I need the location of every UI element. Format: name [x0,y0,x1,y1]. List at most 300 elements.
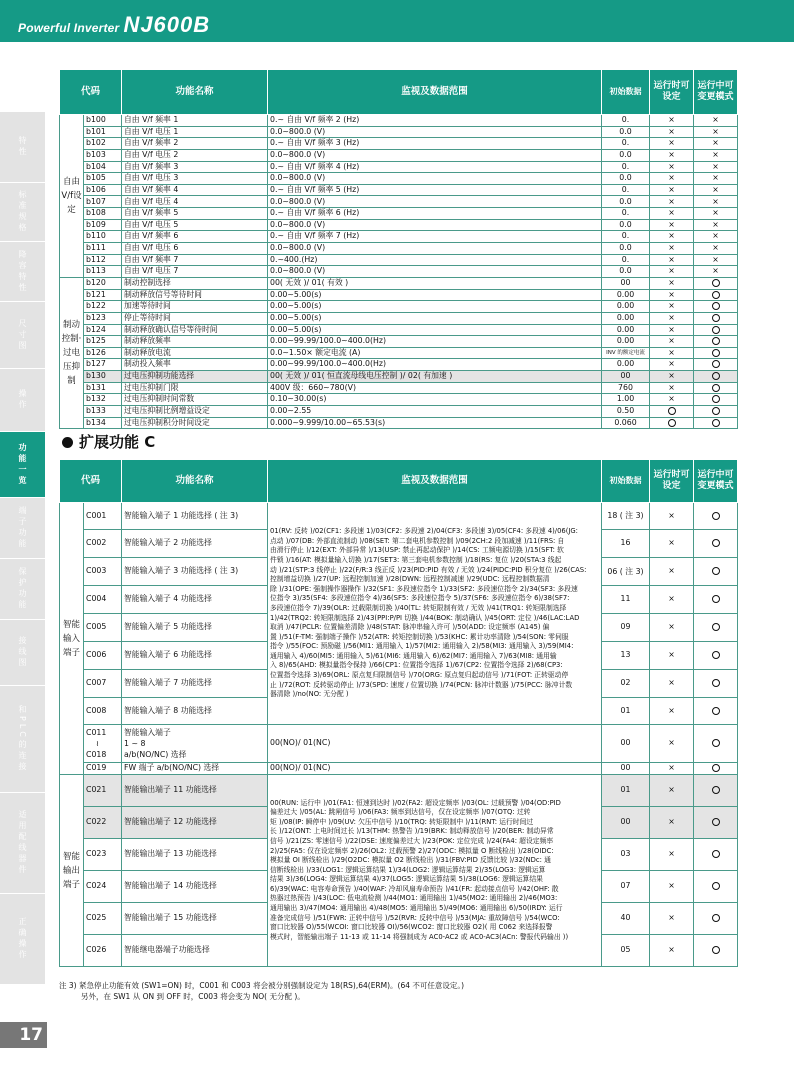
param-runset [650,406,694,418]
param-runchg: × [694,254,738,266]
table-row [60,219,738,231]
param-runchg [694,642,738,670]
param-code: b107 [84,196,122,208]
desc-line: 长 )/12(ONT: 上电时间过长 )/13(THM: 热警告 )/19(BRK: 制动释放信号 )/20(BER: 制动异常 [270,827,554,836]
param-code: b120 [84,277,122,289]
param-runchg: × [694,266,738,278]
table-row [60,359,738,371]
param-init: INV 的额定电流 [602,347,650,359]
col-name: 功能名称 [122,460,268,503]
circle-mark-icon [712,679,720,687]
param-init: 00 [602,277,650,289]
param-name: 制动控制选择 [122,277,268,289]
param-runchg: × [694,219,738,231]
circle-mark-icon [712,419,720,427]
param-name: 自由 V/f 频率 2 [122,138,268,150]
param-runchg: × [694,115,738,127]
param-runset: × [650,115,694,127]
function-table-c [59,459,738,967]
param-runset: × [650,161,694,173]
footnote [59,980,749,1002]
col-runchg: 运行中可变更模式 [694,460,738,503]
param-code: b127 [84,359,122,371]
param-init: 00 [602,725,650,763]
param-runset: × [650,289,694,301]
circle-mark-icon [712,395,720,403]
param-runset: × [650,243,694,255]
desc-line: 器清除 )/no(NO: 无分配 ) [270,690,349,699]
table-row [60,138,738,150]
param-runset: × [650,935,694,967]
desc-line: 位置指令选择 3)/69(ORL: 原点复归限制信号 )/70(ORG: 原点复归起动信号 )/71(FOT: 正转驱动停 [270,671,569,680]
desc-line: 结果 3)/36(LOG4: 逻辑运算结果 4)/37(LOG5: 逻辑运算结果 5)/38(LOG6: 逻辑运算结果 [270,875,543,884]
desc-line: 动 )/21(STP:3 线停止 )/22(F/R:3 线正反 )/23(PID:PID 有效 / 无效 )/24(PIDC:PID 积分复位 )/26(CAS: [270,565,587,574]
circle-mark-icon [712,764,720,772]
col-code: 代码 [60,460,122,503]
param-range: 0.0~800.0 (V) [268,196,602,208]
param-init: 0. [602,254,650,266]
param-name: 智能输入端子 2 功能选择 [122,530,268,558]
param-code: b125 [84,336,122,348]
desc-line: 取消 )/47(PCLR: 位置偏差清除 )/48(STAT: 脉冲串输入许可 )/50(ADD: 设定频率 (A145) 偏 [270,623,550,632]
desc-line: 6)/39(WAC: 电容寿命预告 )/40(WAF: 冷却风扇寿命预告 )/41(FR: 起动接点信号 )/42(OHF: 散 [270,884,559,893]
param-runset: × [650,586,694,614]
param-range: 0.0~800.0 (V) [268,126,602,138]
param-range-desc [268,503,602,725]
param-init: 03 [602,839,650,871]
param-runset: × [650,903,694,935]
param-runchg [694,277,738,289]
table-row [60,763,738,775]
param-range: 0.00~5.00(s) [268,301,602,313]
param-runset: × [650,219,694,231]
param-runset: × [650,670,694,698]
param-runchg: × [694,184,738,196]
param-name-line: a/b(NO/NC) 选择 [124,750,187,759]
param-range: 0.00~99.99/100.0~400.0(Hz) [268,359,602,371]
table-row [60,417,738,429]
param-init: 0. [602,184,650,196]
circle-mark-icon [712,739,720,747]
desc-line: 00(RUN: 运行中 )/01(FA1: 恒速到达时 )/02(FA2: 超设定频率 )/03(OL: 过载预警 )/04(OD:PID [270,798,561,807]
desc-line: 位指令 3)/35(SF4: 多段速位指令 4)/36(SF5: 多段速位指令 5)/37(SF6: 多段速位指令 6)/38(SF7: [270,594,570,603]
desc-line: 除 )/31(OPE: 强制操作器操作 )/32(SF1: 多段速位指令 1)/33(SF2: 多段速位指令 2)/34(SF3: 多段速 [270,584,578,593]
param-runchg: × [694,149,738,161]
param-name: 加速等待时间 [122,301,268,313]
param-runchg [694,406,738,418]
param-name: 自由 V/f 电压 4 [122,196,268,208]
param-runchg [694,347,738,359]
param-init: 0.0 [602,196,650,208]
table-row [60,254,738,266]
desc-line: 窗口比较器 O)/55(WCOI: 窗口比较器 OI)/56(WCO2: 窗口比较器 O2)( 用 C062 来选择报警 [270,923,553,932]
col-name: 功能名称 [122,70,268,115]
param-name: 智能输入端子 7 功能选择 [122,670,268,698]
param-runchg [694,871,738,903]
param-init: 0.00 [602,289,650,301]
param-runchg [694,394,738,406]
param-init: 0. [602,138,650,150]
param-runchg [694,371,738,383]
circle-mark-icon [712,337,720,345]
sidebar-item-operation[interactable]: 操作 [0,369,45,431]
param-name: 自由 V/f 频率 4 [122,184,268,196]
table-row [60,312,738,324]
table-row [60,266,738,278]
sidebar-item-derating[interactable]: 降容特性 [0,242,45,301]
table-row [60,126,738,138]
param-init: 0.0 [602,126,650,138]
param-runset: × [650,382,694,394]
col-runchg: 运行中可变更模式 [694,70,738,115]
param-name: 制动释放电流 [122,347,268,359]
param-init: 0.00 [602,336,650,348]
param-code: C002 [84,530,122,558]
param-name-line: 智能输入端子 [124,728,171,737]
table-row [60,371,738,383]
param-code-bottom: C018 [86,750,107,759]
param-code: b126 [84,347,122,359]
param-range: 0.~ 自由 V/f 频率 4 (Hz) [268,161,602,173]
sidebar-item-protection[interactable]: 保护功能 [0,559,45,619]
desc-line: 热器过热预告 )/43(LOC: 低电流检测 )/44(MO1: 通用输出 1)/45(MO2: 通用输出 2)/46(MO3: [270,894,558,903]
param-runchg [694,670,738,698]
desc-line: 01(RV: 反转 )/02(CF1: 多段速 1)/03(CF2: 多段速 2)/04(CF3: 多段速 3)/05(CF4: 多段速 4)/06(JG: [270,527,578,536]
param-runset: × [650,642,694,670]
param-code: C021 [84,775,122,807]
param-runset: × [650,138,694,150]
param-name: 过电压抑制比例增益设定 [122,406,268,418]
sidebar-item-specs[interactable]: 标准规格 [0,183,45,241]
range-tilde-icon: ≀ [96,739,99,748]
table-row [60,115,738,127]
table-row [60,336,738,348]
param-range: 0.00~5.00(s) [268,289,602,301]
circle-mark-icon [712,302,720,310]
param-init: 0. [602,208,650,220]
param-code: b130 [84,371,122,383]
sidebar-item-dimensions[interactable]: 尺寸图 [0,302,45,368]
param-runchg [694,530,738,558]
param-runchg [694,935,738,967]
param-name [122,725,268,763]
circle-mark-icon [712,786,720,794]
param-runchg: × [694,138,738,150]
page-number: 17 [0,1022,47,1048]
param-range: 400V 级：660~780(V) [268,382,602,394]
circle-mark-icon [712,314,720,322]
circle-mark-icon [712,882,720,890]
bullet-icon [62,437,73,448]
col-runset: 运行时可设定 [650,70,694,115]
param-range: 0.0~800.0 (V) [268,173,602,185]
param-name: 过电压抑制门限 [122,382,268,394]
param-range: 0.0~1.50× 额定电流 (A) [268,347,602,359]
param-name: 智能输入端子 8 功能选择 [122,698,268,725]
param-init: 01 [602,775,650,807]
param-runset: × [650,184,694,196]
param-runset: × [650,698,694,725]
desc-line: 指令 )/55(FOC: 预励磁 )/56(MI1: 通用输入 1)/57(MI2: 通用输入 2)/58(MI3: 通用输入 3)/59(MI4: [270,642,574,651]
table-row [60,301,738,313]
param-runset: × [650,371,694,383]
param-range: 0.0~800.0 (V) [268,243,602,255]
param-code: b123 [84,312,122,324]
param-name: 自由 V/f 频率 3 [122,161,268,173]
desc-line: 点动 )/07(DB: 外部直流制动 )/08(SET: 第二套电机参数控制 )/09(2CH:2 段加减速 )/11(FRS: 自 [270,536,565,545]
param-init: 00 [602,807,650,839]
section-title [62,431,155,452]
param-range: 0.~ 自由 V/f 频率 3 (Hz) [268,138,602,150]
param-range: 0.00~99.99/100.0~400.0(Hz) [268,336,602,348]
param-name: 自由 V/f 电压 7 [122,266,268,278]
section-title-text: 扩展功能 C [79,433,156,451]
desc-line: 矩 )/08(IP: 瞬停中 )/09(UV: 欠压中信号 )/10(TRQ: 转矩限制中 )/11(RNT: 运行时间过 [270,817,534,826]
param-runset: × [650,336,694,348]
param-init: 06 ( 注 3) [602,558,650,586]
circle-mark-icon [712,567,720,575]
param-name-line: 1 ~ 8 [124,739,146,748]
param-runchg [694,763,738,775]
param-name: 过电压抑制时间常数 [122,394,268,406]
param-runset: × [650,530,694,558]
circle-mark-icon [712,279,720,287]
param-name: 智能输出端子 14 功能选择 [122,871,268,903]
param-runset: × [650,503,694,530]
param-name: 智能输出端子 15 功能选择 [122,903,268,935]
param-range: 0.00~2.55 [268,406,602,418]
param-range: 0.0~800.0 (V) [268,219,602,231]
param-name: 过电压抑制功能选择 [122,371,268,383]
param-runset: × [650,558,694,586]
table-row [60,382,738,394]
param-runchg [694,301,738,313]
param-init: 0. [602,115,650,127]
desc-line: 通用输出 3)/47(MO4: 通用输出 4)/48(MO5: 通用输出 5)/49(MO6: 通用输出 6)/50(IRDY: 运行 [270,904,563,913]
table-row [60,231,738,243]
param-init: 01 [602,698,650,725]
param-code: b113 [84,266,122,278]
param-runset: × [650,254,694,266]
sidebar-item-terminal-functions[interactable]: 端子功能 [0,498,45,558]
param-name: 过电压抑制积分时间设定 [122,417,268,429]
param-name: 智能输出端子 13 功能选择 [122,839,268,871]
param-range: 0.00~5.00(s) [268,324,602,336]
param-range: 00( 无效 )/ 01( 有效 ) [268,277,602,289]
footnote-line-2: 另外，在 SW1 从 ON 到 OFF 时，C003 将会变为 NO( 无分配 )。 [81,992,305,1001]
footnote-line-1: 注 3) 紧急停止功能有效 (SW1=ON) 时，C001 和 C003 将会被分别强制设定为 18(RS),64(ERM)。(64 不可任意设定。) [59,981,465,990]
param-runchg [694,698,738,725]
param-runset: × [650,324,694,336]
desc-line: 模式时，智能输出端子 11-13 或 11-14 将强制成为 AC0-AC2 或 AC0-AC3(ACn: 警报代码输出 )) [270,932,569,941]
param-range: 0.00~5.00(s) [268,312,602,324]
param-init: 00 [602,763,650,775]
circle-mark-icon [712,384,720,392]
param-runchg [694,558,738,586]
param-name: 自由 V/f 电压 6 [122,243,268,255]
param-range: 00(NO)/ 01(NC) [268,763,602,775]
param-runset: × [650,196,694,208]
param-range: 0.~ 自由 V/f 频率 5 (Hz) [268,184,602,196]
desc-line: 模拟量 OI 断线检出 )/29(O2DC: 模拟量 O2 断线检出 )/31(FBV:PID 反馈比较 )/32(NDc: 通 [270,856,551,865]
circle-mark-icon [668,407,676,415]
param-runchg [694,775,738,807]
row-group-label: 自由V/f设定 [60,115,84,278]
table-row [60,196,738,208]
param-code: C024 [84,871,122,903]
param-code: b101 [84,126,122,138]
desc-line: 信断线检出 )/33(LOG1: 逻辑运算结果 1)/34(LOG2: 逻辑运算结果 2)/35(LOG3: 逻辑运算 [270,865,546,874]
param-runchg: × [694,243,738,255]
param-name: 智能输入端子 5 功能选择 [122,614,268,642]
param-init: 00 [602,371,650,383]
param-runchg [694,336,738,348]
brand-logo [18,12,210,38]
sidebar-item-function-list[interactable]: 功能一览 [0,432,45,497]
circle-mark-icon [712,850,720,858]
param-name: 自由 V/f 电压 1 [122,126,268,138]
circle-mark-icon [712,512,720,520]
col-code: 代码 [60,70,122,115]
param-init: 13 [602,642,650,670]
param-runchg: × [694,126,738,138]
desc-line: 2)/25(FA5: 仅在设定频率 2)/26(OL2: 过载预警 2)/27(ODC: 模拟量 O 断线检出 )/28(OIDC: [270,846,554,855]
param-init: 0.060 [602,417,650,429]
param-runset: × [650,277,694,289]
param-code: C026 [84,935,122,967]
table-row [60,775,738,807]
param-code: C007 [84,670,122,698]
param-code: C001 [84,503,122,530]
col-init: 初始数据 [602,70,650,115]
param-name: 智能输入端子 1 功能选择 ( 注 3) [122,503,268,530]
param-code: b109 [84,219,122,231]
table-row [60,406,738,418]
param-runchg: × [694,173,738,185]
row-group-label: 智能输入端子 [60,503,84,775]
param-range: 0.0~800.0 (V) [268,266,602,278]
param-init: 0.0 [602,173,650,185]
param-runset: × [650,725,694,763]
sidebar-item-devices[interactable]: 适用配线器件 [0,793,45,893]
param-code: b108 [84,208,122,220]
circle-mark-icon [712,360,720,368]
table-row [60,503,738,530]
table-row [60,277,738,289]
param-range: 00( 无效 )/ 01( 恒直流母线电压控制 )/ 02( 有加速 ) [268,371,602,383]
circle-mark-icon [712,818,720,826]
param-init: 09 [602,614,650,642]
param-code: C022 [84,807,122,839]
param-runchg [694,725,738,763]
param-runchg [694,324,738,336]
param-runchg: × [694,196,738,208]
param-code: b102 [84,138,122,150]
param-code: b100 [84,115,122,127]
param-runchg [694,359,738,371]
desc-line: 多段速位指令 7)/39(OLR: 过载限制切换 )/40(TL: 转矩限制有效 / 无效 )/41(TRQ1: 转矩限制选择 [270,603,567,612]
param-init: 1.00 [602,394,650,406]
param-init: 0.0 [602,243,650,255]
circle-mark-icon [712,326,720,334]
param-code: b106 [84,184,122,196]
param-runchg [694,586,738,614]
desc-line: 偏差过大 )/05(AL: 跳闸信号 )/06(FA3: 频率到达信号，仅在设定频率 )/07(OTQ: 过转 [270,808,531,817]
param-name: 智能输入端子 3 功能选择 ( 注 3) [122,558,268,586]
col-range: 监视及数据范围 [268,70,602,115]
circle-mark-icon [712,539,720,547]
circle-mark-icon [712,349,720,357]
param-name: 智能输入端子 6 功能选择 [122,642,268,670]
param-name: 制动释放信号等待时间 [122,289,268,301]
param-runchg [694,382,738,394]
circle-mark-icon [712,914,720,922]
table-row [60,289,738,301]
sidebar-item-plc[interactable]: 和PLC的连接 [0,686,45,792]
param-init: 40 [602,903,650,935]
param-name: 智能输出端子 11 功能选择 [122,775,268,807]
param-range: 00(NO)/ 01(NC) [268,725,602,763]
param-name: 自由 V/f 电压 3 [122,173,268,185]
param-runset: × [650,614,694,642]
param-runchg [694,614,738,642]
param-name: 自由 V/f 电压 2 [122,149,268,161]
param-init: 0.00 [602,359,650,371]
param-code: b134 [84,417,122,429]
param-init: 0.50 [602,406,650,418]
function-table-b [59,69,738,429]
sidebar-item-correct-operation[interactable]: 正确操作 [0,894,45,984]
table-row [60,347,738,359]
param-runset: × [650,839,694,871]
param-init: 16 [602,530,650,558]
param-name: 制动释放频率 [122,336,268,348]
param-code: b111 [84,243,122,255]
desc-line: 控制增益切换 )/27(UP: 远程控制加速 )/28(DWN: 远程控制减速 )/29(UDC: 远程控制数据清 [270,575,550,584]
param-range-desc [268,775,602,967]
col-range: 监视及数据范围 [268,460,602,503]
param-init: 18 ( 注 3) [602,503,650,530]
param-runchg [694,807,738,839]
circle-mark-icon [712,372,720,380]
param-init: 0.00 [602,301,650,313]
param-runset: × [650,763,694,775]
table-row [60,725,738,763]
sidebar-item-wiring[interactable]: 接线图 [0,620,45,685]
param-name: FW 端子 a/b(NO/NC) 选择 [122,763,268,775]
param-name: 制动投入频率 [122,359,268,371]
param-name: 智能输出端子 12 功能选择 [122,807,268,839]
row-group-label: 智能输出端子 [60,775,84,967]
row-group-label: 制动控制·过电压抑制 [60,277,84,428]
table-row [60,161,738,173]
param-range: 0.0~800.0 (V) [268,149,602,161]
sidebar-item-features[interactable]: 特性 [0,112,45,182]
param-runchg [694,289,738,301]
param-runchg [694,839,738,871]
param-name: 智能继电器端子功能选择 [122,935,268,967]
param-name: 自由 V/f 频率 5 [122,208,268,220]
param-init: 05 [602,935,650,967]
param-range: 0.~400.(Hz) [268,254,602,266]
desc-line: 置 )/51(F-TM: 强制端子操作 )/52(ATR: 转矩控制切换 )/53(KHC: 累计功率清除 )/54(SON: 零伺服 [270,632,569,641]
param-init: 11 [602,586,650,614]
param-runchg: × [694,161,738,173]
param-init: 07 [602,871,650,903]
circle-mark-icon [712,291,720,299]
param-name: 停止等待时间 [122,312,268,324]
circle-mark-icon [712,651,720,659]
